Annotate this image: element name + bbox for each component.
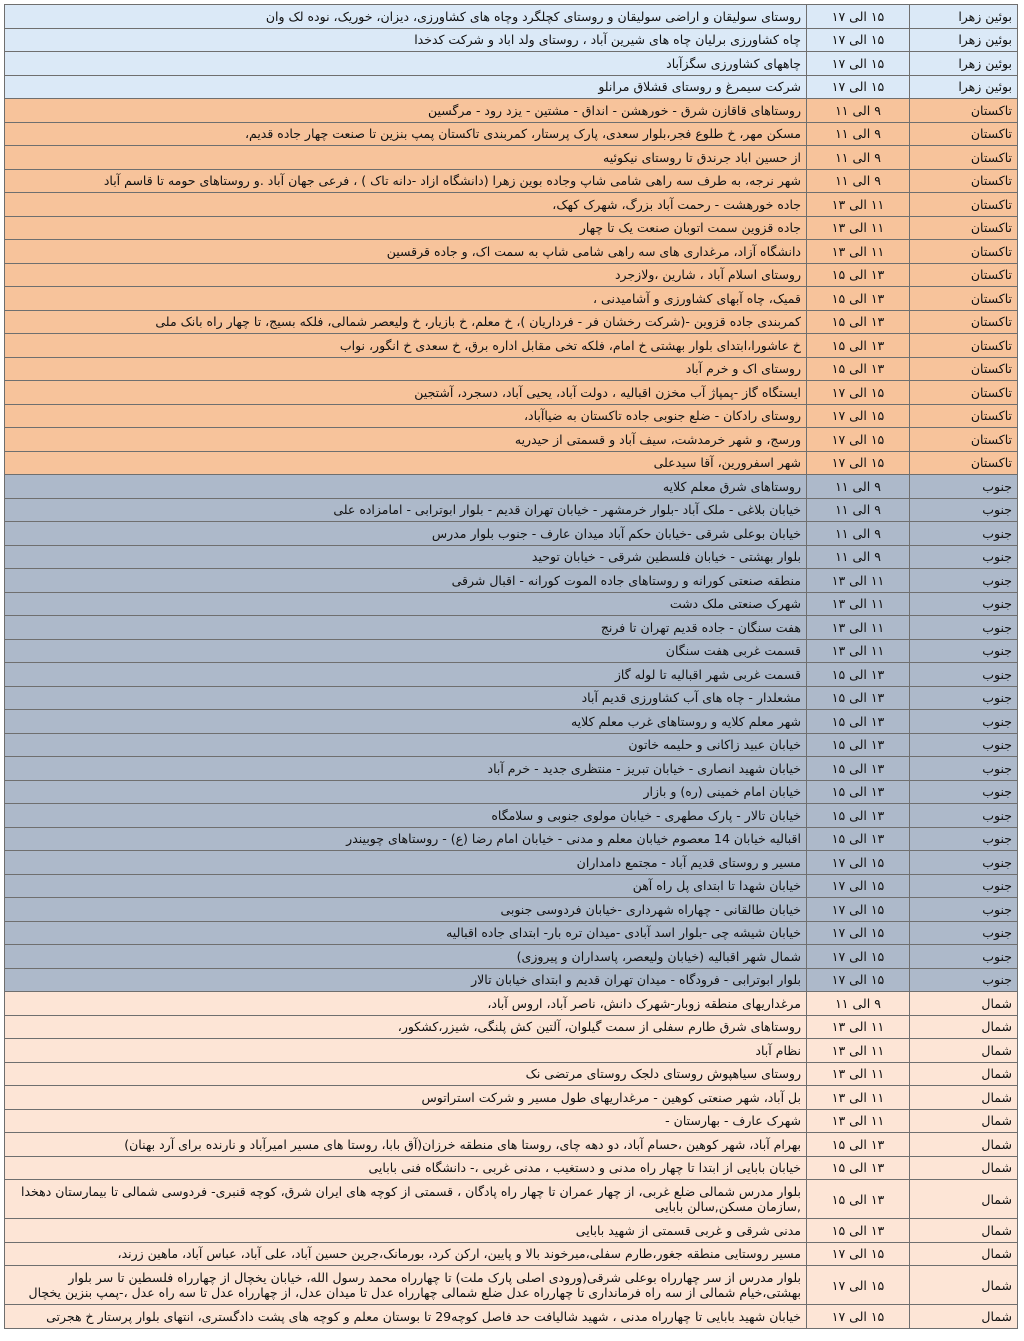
- time-cell: ۱۵ الی ۱۷: [807, 428, 910, 452]
- table-row: [5, 898, 1018, 922]
- region-cell: تاکستان: [910, 146, 1018, 170]
- time-cell: ۹ الی ۱۱: [807, 498, 910, 522]
- time-cell: ۱۱ الی ۱۳: [807, 616, 910, 640]
- region-cell: تاکستان: [910, 122, 1018, 146]
- table-row: [5, 968, 1018, 992]
- time-cell: ۱۵ الی ۱۷: [807, 945, 910, 969]
- table-row: [5, 193, 1018, 217]
- table-row: [5, 663, 1018, 687]
- time-cell: ۱۱ الی ۱۳: [807, 193, 910, 217]
- area-description-cell: روستای سولیقان و اراضی سولیقان و روستای کچلگرد وچاه های کشاورزی، دیزان، خوریک، نوده لک وان: [5, 5, 807, 29]
- outage-schedule-table: [4, 4, 1018, 1329]
- time-cell: ۱۵ الی ۱۷: [807, 28, 910, 52]
- time-cell: ۱۳ الی ۱۵: [807, 663, 910, 687]
- area-description-cell: منطقه صنعتی کورانه و روستاهای جاده الموت کورانه - اقبال شرقی: [5, 569, 807, 593]
- table-row: [5, 1133, 1018, 1157]
- region-cell: جنوب: [910, 545, 1018, 569]
- region-cell: بوئین زهرا: [910, 5, 1018, 29]
- table-row: [5, 874, 1018, 898]
- time-cell: ۱۵ الی ۱۷: [807, 968, 910, 992]
- time-cell: ۱۱ الی ۱۳: [807, 1062, 910, 1086]
- table-row: [5, 592, 1018, 616]
- area-description-cell: از حسین اباد جرندق تا روستای نیکوئیه: [5, 146, 807, 170]
- region-cell: شمال: [910, 1242, 1018, 1266]
- region-cell: جنوب: [910, 498, 1018, 522]
- table-row: [5, 52, 1018, 76]
- table-row: [5, 639, 1018, 663]
- region-cell: جنوب: [910, 921, 1018, 945]
- area-description-cell: مرغداریهای منطقه زوبار-شهرک دانش، ناصر آباد، اروس آباد،: [5, 992, 807, 1016]
- time-cell: ۱۵ الی ۱۷: [807, 381, 910, 405]
- time-cell: ۱۳ الی ۱۵: [807, 357, 910, 381]
- area-description-cell: نظام آباد: [5, 1039, 807, 1063]
- table-row: [5, 240, 1018, 264]
- table-row: [5, 616, 1018, 640]
- region-cell: جنوب: [910, 710, 1018, 734]
- table-row: [5, 1015, 1018, 1039]
- table-row: [5, 310, 1018, 334]
- area-description-cell: خیابان بوعلی شرقی -خیابان حکم آباد میدان عارف - جنوب بلوار مدرس: [5, 522, 807, 546]
- time-cell: ۱۳ الی ۱۵: [807, 780, 910, 804]
- area-description-cell: خیابان شهدا تا ابتدای پل راه آهن: [5, 874, 807, 898]
- region-cell: جنوب: [910, 569, 1018, 593]
- table-row: [5, 757, 1018, 781]
- region-cell: شمال: [910, 1133, 1018, 1157]
- area-description-cell: بل آباد، شهر صنعتی کوهین - مرغداریهای طول مسیر و شرکت استراتوس: [5, 1086, 807, 1110]
- region-cell: جنوب: [910, 804, 1018, 828]
- area-description-cell: روستای سیاهپوش روستای دلجک روستای مرتضی نک: [5, 1062, 807, 1086]
- table-row: [5, 1109, 1018, 1133]
- area-description-cell: دانشگاه آزاد، مرغداری های سه راهی شامی شاپ به سمت اک، و جاده قرقسین: [5, 240, 807, 264]
- table-row: [5, 710, 1018, 734]
- time-cell: ۱۵ الی ۱۷: [807, 921, 910, 945]
- table-row: [5, 1086, 1018, 1110]
- table-row: [5, 498, 1018, 522]
- region-cell: جنوب: [910, 968, 1018, 992]
- time-cell: ۱۳ الی ۱۵: [807, 804, 910, 828]
- table-row: [5, 28, 1018, 52]
- area-description-cell: مشعلدار - چاه های آب کشاورزی قدیم آباد: [5, 686, 807, 710]
- time-cell: ۱۳ الی ۱۵: [807, 686, 910, 710]
- area-description-cell: خیابان امام خمینی (ره) و بازار: [5, 780, 807, 804]
- area-description-cell: روستاهای قاقازن شرق - خورهشن - انداق - مشتین - یزد رود - مرگسین: [5, 99, 807, 123]
- region-cell: تاکستان: [910, 263, 1018, 287]
- area-description-cell: شهرک صنعتی ملک دشت: [5, 592, 807, 616]
- time-cell: ۱۱ الی ۱۳: [807, 639, 910, 663]
- region-cell: جنوب: [910, 757, 1018, 781]
- time-cell: ۱۵ الی ۱۷: [807, 75, 910, 99]
- region-cell: شمال: [910, 1062, 1018, 1086]
- time-cell: ۱۳ الی ۱۵: [807, 263, 910, 287]
- region-cell: تاکستان: [910, 216, 1018, 240]
- table-row: [5, 1180, 1018, 1219]
- area-description-cell: شهر اسفرورین، آقا سیدعلی: [5, 451, 807, 475]
- region-cell: جنوب: [910, 592, 1018, 616]
- table-row: [5, 733, 1018, 757]
- time-cell: ۱۳ الی ۱۵: [807, 1156, 910, 1180]
- area-description-cell: قسمت غربی هفت سنگان: [5, 639, 807, 663]
- area-description-cell: شهرک عارف - بهارستان -: [5, 1109, 807, 1133]
- area-description-cell: بلوار ابوترابی - فرودگاه - میدان تهران قدیم و ابتدای خیابان تالار: [5, 968, 807, 992]
- time-cell: ۹ الی ۱۱: [807, 122, 910, 146]
- table-row: [5, 216, 1018, 240]
- table-row: [5, 804, 1018, 828]
- table-row: [5, 334, 1018, 358]
- area-description-cell: خیابان شهید بابایی تا چهارراه مدنی ، شهید شالیافت حد فاصل کوچه29 تا بوستان معلم و کوچه های پشت دادگستری، انتهای بلوار پرستار خ هجرتی: [5, 1305, 807, 1329]
- area-description-cell: خیابان شیشه چی -بلوار اسد آبادی -میدان تره بار- ابتدای جاده اقبالیه: [5, 921, 807, 945]
- area-description-cell: بهرام آباد، شهر کوهین ،حسام آباد، دو دهه چای، روستا های منطقه خرزان(آق بابا، روستا های مسیر امیرآباد و نارنده برای آرد بهنان): [5, 1133, 807, 1157]
- region-cell: بوئین زهرا: [910, 28, 1018, 52]
- region-cell: شمال: [910, 1086, 1018, 1110]
- region-cell: تاکستان: [910, 451, 1018, 475]
- time-cell: ۱۳ الی ۱۵: [807, 733, 910, 757]
- region-cell: جنوب: [910, 898, 1018, 922]
- area-description-cell: بلوار مدرس از سر چهارراه بوعلی شرقی(ورودی اصلی پارک ملت) تا چهارراه محمد رسول الله، خیابان یخچال از چهارراه فلسطین تا سر بلوار بهشتی،خیام شمالی از سه راه فرمانداری تا چهارراه عدل ضلع شمالی چهارراه عدل تا میدان عدل، از چهارراه عدل تا سه راه عدل ،-پمپ بنزین یخچال: [5, 1266, 807, 1305]
- time-cell: ۱۳ الی ۱۵: [807, 757, 910, 781]
- table-row: [5, 122, 1018, 146]
- region-cell: جنوب: [910, 639, 1018, 663]
- area-description-cell: روستای اک و خرم آباد: [5, 357, 807, 381]
- time-cell: ۱۵ الی ۱۷: [807, 5, 910, 29]
- time-cell: ۱۱ الی ۱۳: [807, 1086, 910, 1110]
- area-description-cell: ایستگاه گاز -پمپاژ آب مخزن اقبالیه ، دولت آباد، یحیی آباد، دسجرد، آشتجین: [5, 381, 807, 405]
- region-cell: شمال: [910, 992, 1018, 1016]
- time-cell: ۱۱ الی ۱۳: [807, 1109, 910, 1133]
- region-cell: شمال: [910, 1219, 1018, 1243]
- region-cell: جنوب: [910, 945, 1018, 969]
- time-cell: ۹ الی ۱۱: [807, 522, 910, 546]
- time-cell: ۱۵ الی ۱۷: [807, 1305, 910, 1329]
- time-cell: ۹ الی ۱۱: [807, 475, 910, 499]
- table-row: [5, 451, 1018, 475]
- area-description-cell: جاده خورهشت - رحمت آباد بزرگ، شهرک کهک،: [5, 193, 807, 217]
- region-cell: تاکستان: [910, 287, 1018, 311]
- area-description-cell: کمربندی جاده قزوین -(شرکت رخشان فر - فرداریان )، خ معلم، خ بازیار، خ ولیعصر شمالی، فلکه بسیج، تا چهار راه بانک ملی: [5, 310, 807, 334]
- table-row: [5, 780, 1018, 804]
- area-description-cell: هفت سنگان - جاده قدیم تهران تا فرنج: [5, 616, 807, 640]
- region-cell: تاکستان: [910, 381, 1018, 405]
- area-description-cell: خیابان تالار - پارک مطهری - خیابان مولوی جنوبی و سلامگاه: [5, 804, 807, 828]
- region-cell: تاکستان: [910, 99, 1018, 123]
- region-cell: تاکستان: [910, 357, 1018, 381]
- area-description-cell: خیابان بلاغی - ملک آباد -بلوار خرمشهر - خیابان تهران قدیم - بلوار ابوترابی - امامزاده علی: [5, 498, 807, 522]
- table-row: [5, 522, 1018, 546]
- area-description-cell: جاده قزوین سمت اتوبان صنعت یک تا چهار: [5, 216, 807, 240]
- region-cell: تاکستان: [910, 193, 1018, 217]
- time-cell: ۱۵ الی ۱۷: [807, 851, 910, 875]
- table-row: [5, 75, 1018, 99]
- region-cell: جنوب: [910, 475, 1018, 499]
- table-row: [5, 945, 1018, 969]
- region-cell: جنوب: [910, 874, 1018, 898]
- table-row: [5, 851, 1018, 875]
- area-description-cell: شهر معلم کلایه و روستاهای غرب معلم کلایه: [5, 710, 807, 734]
- table-row: [5, 545, 1018, 569]
- time-cell: ۱۳ الی ۱۵: [807, 334, 910, 358]
- region-cell: شمال: [910, 1039, 1018, 1063]
- time-cell: ۹ الی ۱۱: [807, 545, 910, 569]
- time-cell: ۱۱ الی ۱۳: [807, 1015, 910, 1039]
- area-description-cell: اقبالیه خیابان 14 معصوم خیابان معلم و مدنی - خیابان امام رضا (ع) - روستاهای چوبیندر: [5, 827, 807, 851]
- region-cell: شمال: [910, 1305, 1018, 1329]
- region-cell: جنوب: [910, 663, 1018, 687]
- region-cell: جنوب: [910, 851, 1018, 875]
- area-description-cell: روستای اسلام آباد ، شارین ،ولازجرد: [5, 263, 807, 287]
- time-cell: ۹ الی ۱۱: [807, 146, 910, 170]
- time-cell: ۱۱ الی ۱۳: [807, 216, 910, 240]
- time-cell: ۱۳ الی ۱۵: [807, 827, 910, 851]
- area-description-cell: چاه کشاورزی برلیان چاه های شیرین آباد ، روستای ولد اباد و شرکت کدخدا: [5, 28, 807, 52]
- region-cell: شمال: [910, 1156, 1018, 1180]
- region-cell: بوئین زهرا: [910, 52, 1018, 76]
- time-cell: ۱۳ الی ۱۵: [807, 310, 910, 334]
- time-cell: ۱۱ الی ۱۳: [807, 592, 910, 616]
- time-cell: ۱۵ الی ۱۷: [807, 874, 910, 898]
- area-description-cell: بلوار بهشتی - خیابان فلسطین شرقی - خیابان توحید: [5, 545, 807, 569]
- region-cell: جنوب: [910, 686, 1018, 710]
- time-cell: ۱۵ الی ۱۷: [807, 898, 910, 922]
- area-description-cell: خیابان شهید انصاری - خیابان تبریز - منتظری جدید - خرم آباد: [5, 757, 807, 781]
- table-row: [5, 1156, 1018, 1180]
- table-row: [5, 1062, 1018, 1086]
- area-description-cell: خیابان طالقانی - چهاراه شهرداری -خیابان فردوسی جنوبی: [5, 898, 807, 922]
- table-row: [5, 357, 1018, 381]
- time-cell: ۱۳ الی ۱۵: [807, 1219, 910, 1243]
- table-row: [5, 428, 1018, 452]
- area-description-cell: چاههای کشاورزی سگزآباد: [5, 52, 807, 76]
- time-cell: ۱۱ الی ۱۳: [807, 240, 910, 264]
- table-row: [5, 1219, 1018, 1243]
- table-row: [5, 1266, 1018, 1305]
- area-description-cell: روستای رادکان - ضلع جنوبی جاده تاکستان به ضیاآباد،: [5, 404, 807, 428]
- table-row: [5, 99, 1018, 123]
- region-cell: شمال: [910, 1109, 1018, 1133]
- area-description-cell: خیابان عبید زاکانی و حلیمه خاتون: [5, 733, 807, 757]
- area-description-cell: مسکن مهر، خ طلوع فجر،بلوار سعدی، پارک پرستار، کمربندی تاکستان پمپ بنزین تا صنعت چهار جاده قدیم،: [5, 122, 807, 146]
- time-cell: ۱۱ الی ۱۳: [807, 569, 910, 593]
- region-cell: جنوب: [910, 780, 1018, 804]
- time-cell: ۱۳ الی ۱۵: [807, 1133, 910, 1157]
- area-description-cell: قسمت غربی شهر اقبالیه تا لوله گاز: [5, 663, 807, 687]
- table-row: [5, 381, 1018, 405]
- time-cell: ۹ الی ۱۱: [807, 169, 910, 193]
- table-row: [5, 404, 1018, 428]
- area-description-cell: مسیر و روستای قدیم آباد - مجتمع دامداران: [5, 851, 807, 875]
- table-row: [5, 827, 1018, 851]
- region-cell: جنوب: [910, 616, 1018, 640]
- table-row: [5, 921, 1018, 945]
- area-description-cell: خیابان بابایی از ابتدا تا چهار راه مدنی و دستغیب ، مدنی غربی ،- دانشگاه فنی بابایی: [5, 1156, 807, 1180]
- area-description-cell: مسیر روستایی منطقه جغور،طارم سفلی،میرخوند بالا و پایین، ارکن کرد، بورمانک،جرین حسین آباد، علی آباد، عباس آباد، ماهین زرند،: [5, 1242, 807, 1266]
- table-body: [5, 5, 1018, 1329]
- region-cell: تاکستان: [910, 404, 1018, 428]
- table-row: [5, 146, 1018, 170]
- time-cell: ۱۳ الی ۱۵: [807, 710, 910, 734]
- time-cell: ۹ الی ۱۱: [807, 992, 910, 1016]
- region-cell: جنوب: [910, 733, 1018, 757]
- region-cell: شمال: [910, 1266, 1018, 1305]
- area-description-cell: روستاهای شرق معلم کلایه: [5, 475, 807, 499]
- area-description-cell: شهر نرجه، به طرف سه راهی شامی شاپ وجاده بوین زهرا (دانشگاه ازاد -دانه تاک ) ، فرعی جهان آباد .و روستاهای حومه تا قاسم آباد: [5, 169, 807, 193]
- area-description-cell: مدنی شرقی و غربی قسمتی از شهید بابایی: [5, 1219, 807, 1243]
- table-row: [5, 263, 1018, 287]
- table-row: [5, 992, 1018, 1016]
- region-cell: تاکستان: [910, 169, 1018, 193]
- area-description-cell: ورسج، و شهر خرمدشت، سیف آباد و قسمتی از حیدریه: [5, 428, 807, 452]
- table-row: [5, 1242, 1018, 1266]
- time-cell: ۱۵ الی ۱۷: [807, 451, 910, 475]
- time-cell: ۱۵ الی ۱۷: [807, 1242, 910, 1266]
- table-row: [5, 569, 1018, 593]
- table-row: [5, 169, 1018, 193]
- region-cell: شمال: [910, 1015, 1018, 1039]
- time-cell: ۱۳ الی ۱۵: [807, 287, 910, 311]
- area-description-cell: شرکت سیمرغ و روستای قشلاق مرانلو: [5, 75, 807, 99]
- time-cell: ۱۳ الی ۱۵: [807, 1180, 910, 1219]
- region-cell: شمال: [910, 1180, 1018, 1219]
- region-cell: تاکستان: [910, 240, 1018, 264]
- area-description-cell: روستاهای شرق طارم سفلی از سمت گیلوان، آلتین کش پلنگی، شیزر،کشکور،: [5, 1015, 807, 1039]
- time-cell: ۹ الی ۱۱: [807, 99, 910, 123]
- table-row: [5, 1305, 1018, 1329]
- time-cell: ۱۵ الی ۱۷: [807, 1266, 910, 1305]
- table-row: [5, 686, 1018, 710]
- table-row: [5, 5, 1018, 29]
- area-description-cell: بلوار مدرس شمالی ضلع غربی، از چهار عمران تا چهار راه پادگان ، قسمتی از کوچه های ایران شرق، کوچه قنبری- فردوسی شمالی تا بیمارستان دهخدا ,سازمان مسکن,سالن بابایی: [5, 1180, 807, 1219]
- table-row: [5, 475, 1018, 499]
- region-cell: تاکستان: [910, 310, 1018, 334]
- time-cell: ۱۵ الی ۱۷: [807, 52, 910, 76]
- region-cell: جنوب: [910, 827, 1018, 851]
- table-row: [5, 1039, 1018, 1063]
- time-cell: ۱۱ الی ۱۳: [807, 1039, 910, 1063]
- area-description-cell: شمال شهر اقبالیه (خیابان ولیعصر، پاسداران و پیروزی): [5, 945, 807, 969]
- table-row: [5, 287, 1018, 311]
- region-cell: تاکستان: [910, 428, 1018, 452]
- time-cell: ۱۵ الی ۱۷: [807, 404, 910, 428]
- area-description-cell: خ عاشورا،ابتدای بلوار بهشتی خ امام، فلکه تخی مقابل اداره برق، خ سعدی خ انگور، نواب: [5, 334, 807, 358]
- area-description-cell: قمیک، چاه آبهای کشاورزی و آشامیدنی ،: [5, 287, 807, 311]
- region-cell: بوئین زهرا: [910, 75, 1018, 99]
- region-cell: تاکستان: [910, 334, 1018, 358]
- region-cell: جنوب: [910, 522, 1018, 546]
